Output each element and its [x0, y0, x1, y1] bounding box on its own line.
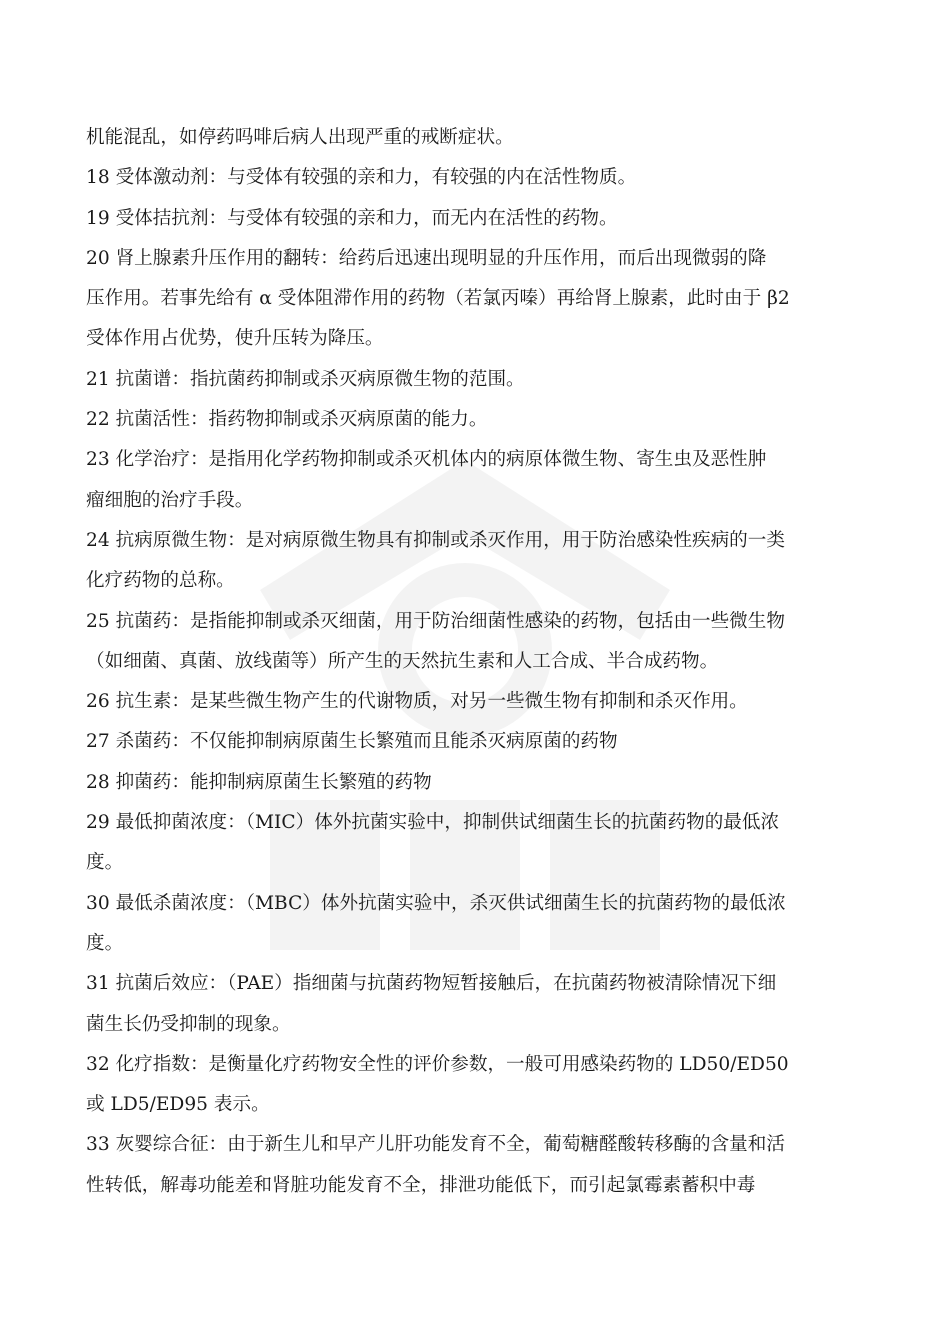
text-line: 22 抗菌活性：指药物抑制或杀灭病原菌的能力。 [86, 409, 488, 431]
text-line: 30 最低杀菌浓度：（MBC）体外抗菌实验中，杀灭供试细菌生长的抗菌药物的最低浓 [86, 892, 786, 914]
text-line: 机能混乱，如停药吗啡后病人出现严重的戒断症状。 [86, 127, 514, 148]
text-line: 19 受体拮抗剂：与受体有较强的亲和力，而无内在活性的药物。 [86, 207, 618, 229]
text-line: 性转低，解毒功能差和肾脏功能发育不全，排泄功能低下，而引起氯霉素蓄积中毒 [86, 1174, 756, 1196]
text-line: 29 最低抑菌浓度：（MIC）体外抗菌实验中，抑制供试细菌生长的抗菌药物的最低浓 [86, 812, 780, 834]
text-line: 压作用。若事先给有 α 受体阻滞作用的药物（若氯丙嗪）再给肾上腺素，此时由于 β2 [86, 288, 790, 310]
text-line: 受体作用占优势，使升压转为降压。 [86, 328, 384, 350]
text-line: 31 抗菌后效应：（PAE）指细菌与抗菌药物短暂接触后，在抗菌药物被清除情况下细 [86, 973, 777, 995]
text-line: 度。 [86, 932, 124, 954]
text-line: 化疗药物的总称。 [86, 570, 235, 592]
text-line: 32 化疗指数：是衡量化疗药物安全性的评价参数，一般可用感染药物的 LD50/ED50 [86, 1053, 789, 1075]
text-line: 33 灰婴综合征：由于新生儿和早产儿肝功能发育不全，葡萄糖醛酸转移酶的含量和活 [86, 1134, 785, 1156]
text-line: 28 抑菌药：能抑制病原菌生长繁殖的药物 [86, 771, 432, 793]
text-line: 或 LD5/ED95 表示。 [86, 1094, 270, 1116]
text-line: 26 抗生素：是某些微生物产生的代谢物质，对另一些微生物有抑制和杀灭作用。 [86, 691, 748, 713]
text-line: 21 抗菌谱：指抗菌药抑制或杀灭病原微生物的范围。 [86, 368, 525, 390]
text-line: 度。 [86, 852, 124, 874]
text-line: 瘤细胞的治疗手段。 [86, 489, 254, 511]
text-line: 27 杀菌药：不仅能抑制病原菌生长繁殖而且能杀灭病原菌的药物 [86, 731, 618, 753]
text-line: 菌生长仍受抑制的现象。 [86, 1013, 291, 1035]
document-body [86, 118, 876, 1206]
text-line: 25 抗菌药：是指能抑制或杀灭细菌，用于防治细菌性感染的药物，包括由一些微生物 [86, 610, 785, 632]
text-line: （如细菌、真菌、放线菌等）所产生的天然抗生素和人工合成、半合成药物。 [86, 650, 719, 672]
text-line: 18 受体激动剂：与受体有较强的亲和力，有较强的内在活性物质。 [86, 167, 637, 189]
text-line: 20 肾上腺素升压作用的翻转：给药后迅速出现明显的升压作用，而后出现微弱的降 [86, 247, 767, 269]
text-line: 24 抗病原微生物：是对病原微生物具有抑制或杀灭作用，用于防治感染性疾病的一类 [86, 529, 785, 551]
text-line: 23 化学治疗：是指用化学药物抑制或杀灭机体内的病原体微生物、寄生虫及恶性肿 [86, 449, 767, 471]
